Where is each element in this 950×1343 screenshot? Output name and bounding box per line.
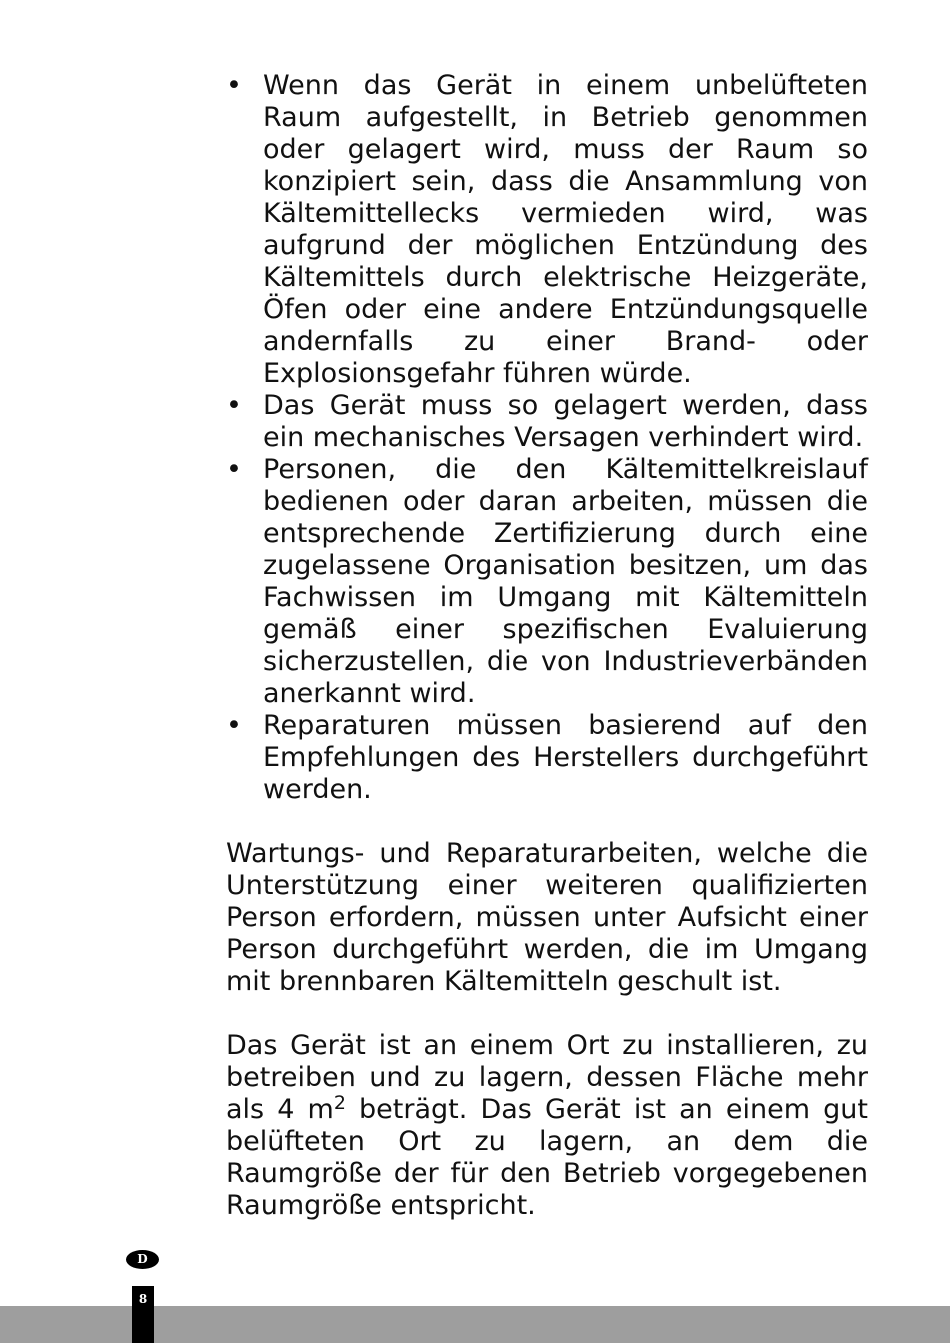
- bullet-item: [226, 390, 868, 454]
- page-content: [226, 70, 868, 1222]
- paragraph-installation: [226, 1030, 868, 1222]
- bullet-item: [226, 710, 868, 806]
- bullet-text: Personen, die den Kältemittelkreislauf bedienen oder daran arbeiten, müssen die entsprechende Zertifizierung durch eine zugelassene Organisation besitzen, um das Fachwissen im Umgang mit Kältemitteln gemäß einer spezifischen Evaluierung sicherzustellen, die von Industrieverbänden anerkannt wird.: [263, 454, 868, 709]
- installation-text-start: Das Gerät ist an einem Ort zu installieren, zu betreiben und zu lagern, dessen Fläche mehr als 4 m: [226, 1030, 868, 1125]
- bullet-item: [226, 454, 868, 710]
- bullet-dot: •: [226, 454, 242, 485]
- bullet-dot: •: [226, 70, 242, 101]
- paragraph-maintenance: Wartungs- und Reparaturarbeiten, welche die Unterstützung einer weiteren qualifizierten Person erfordern, müssen unter Aufsicht einer Person durchgeführt werden, die im Umgang mit brennbaren Kältemitteln geschult ist.: [226, 838, 868, 997]
- page-number: 8: [132, 1286, 154, 1343]
- installation-text-end: beträgt. Das Gerät ist an einem gut belüfteten Ort zu lagern, an dem die Raumgröße der für den Betrieb vorgegebenen Raumgröße entspricht.: [226, 1094, 868, 1221]
- language-badge: D: [126, 1250, 159, 1269]
- bullet-text: Wenn das Gerät in einem unbelüfteten Raum aufgestellt, in Betrieb genommen oder gelagert wird, muss der Raum so konzipiert sein, dass die Ansammlung von Kältemittellecks vermieden wird, was aufgrund der möglichen Entzündung des Kältemittels durch elektrische Heizgeräte, Öfen oder eine andere Entzündungsquelle andernfalls zu einer Brand- oder Explosionsgefahr führen würde.: [263, 70, 868, 389]
- safety-bullet-list: [226, 70, 868, 806]
- bullet-text: Reparaturen müssen basierend auf den Empfehlungen des Herstellers durchgeführt werden.: [263, 710, 868, 805]
- bullet-dot: •: [226, 390, 242, 421]
- bullet-dot: •: [226, 710, 242, 741]
- bullet-text: Das Gerät muss so gelagert werden, dass ein mechanisches Versagen verhindert wird.: [263, 390, 868, 453]
- bullet-item: [226, 70, 868, 390]
- superscript-two: 2: [333, 1092, 346, 1114]
